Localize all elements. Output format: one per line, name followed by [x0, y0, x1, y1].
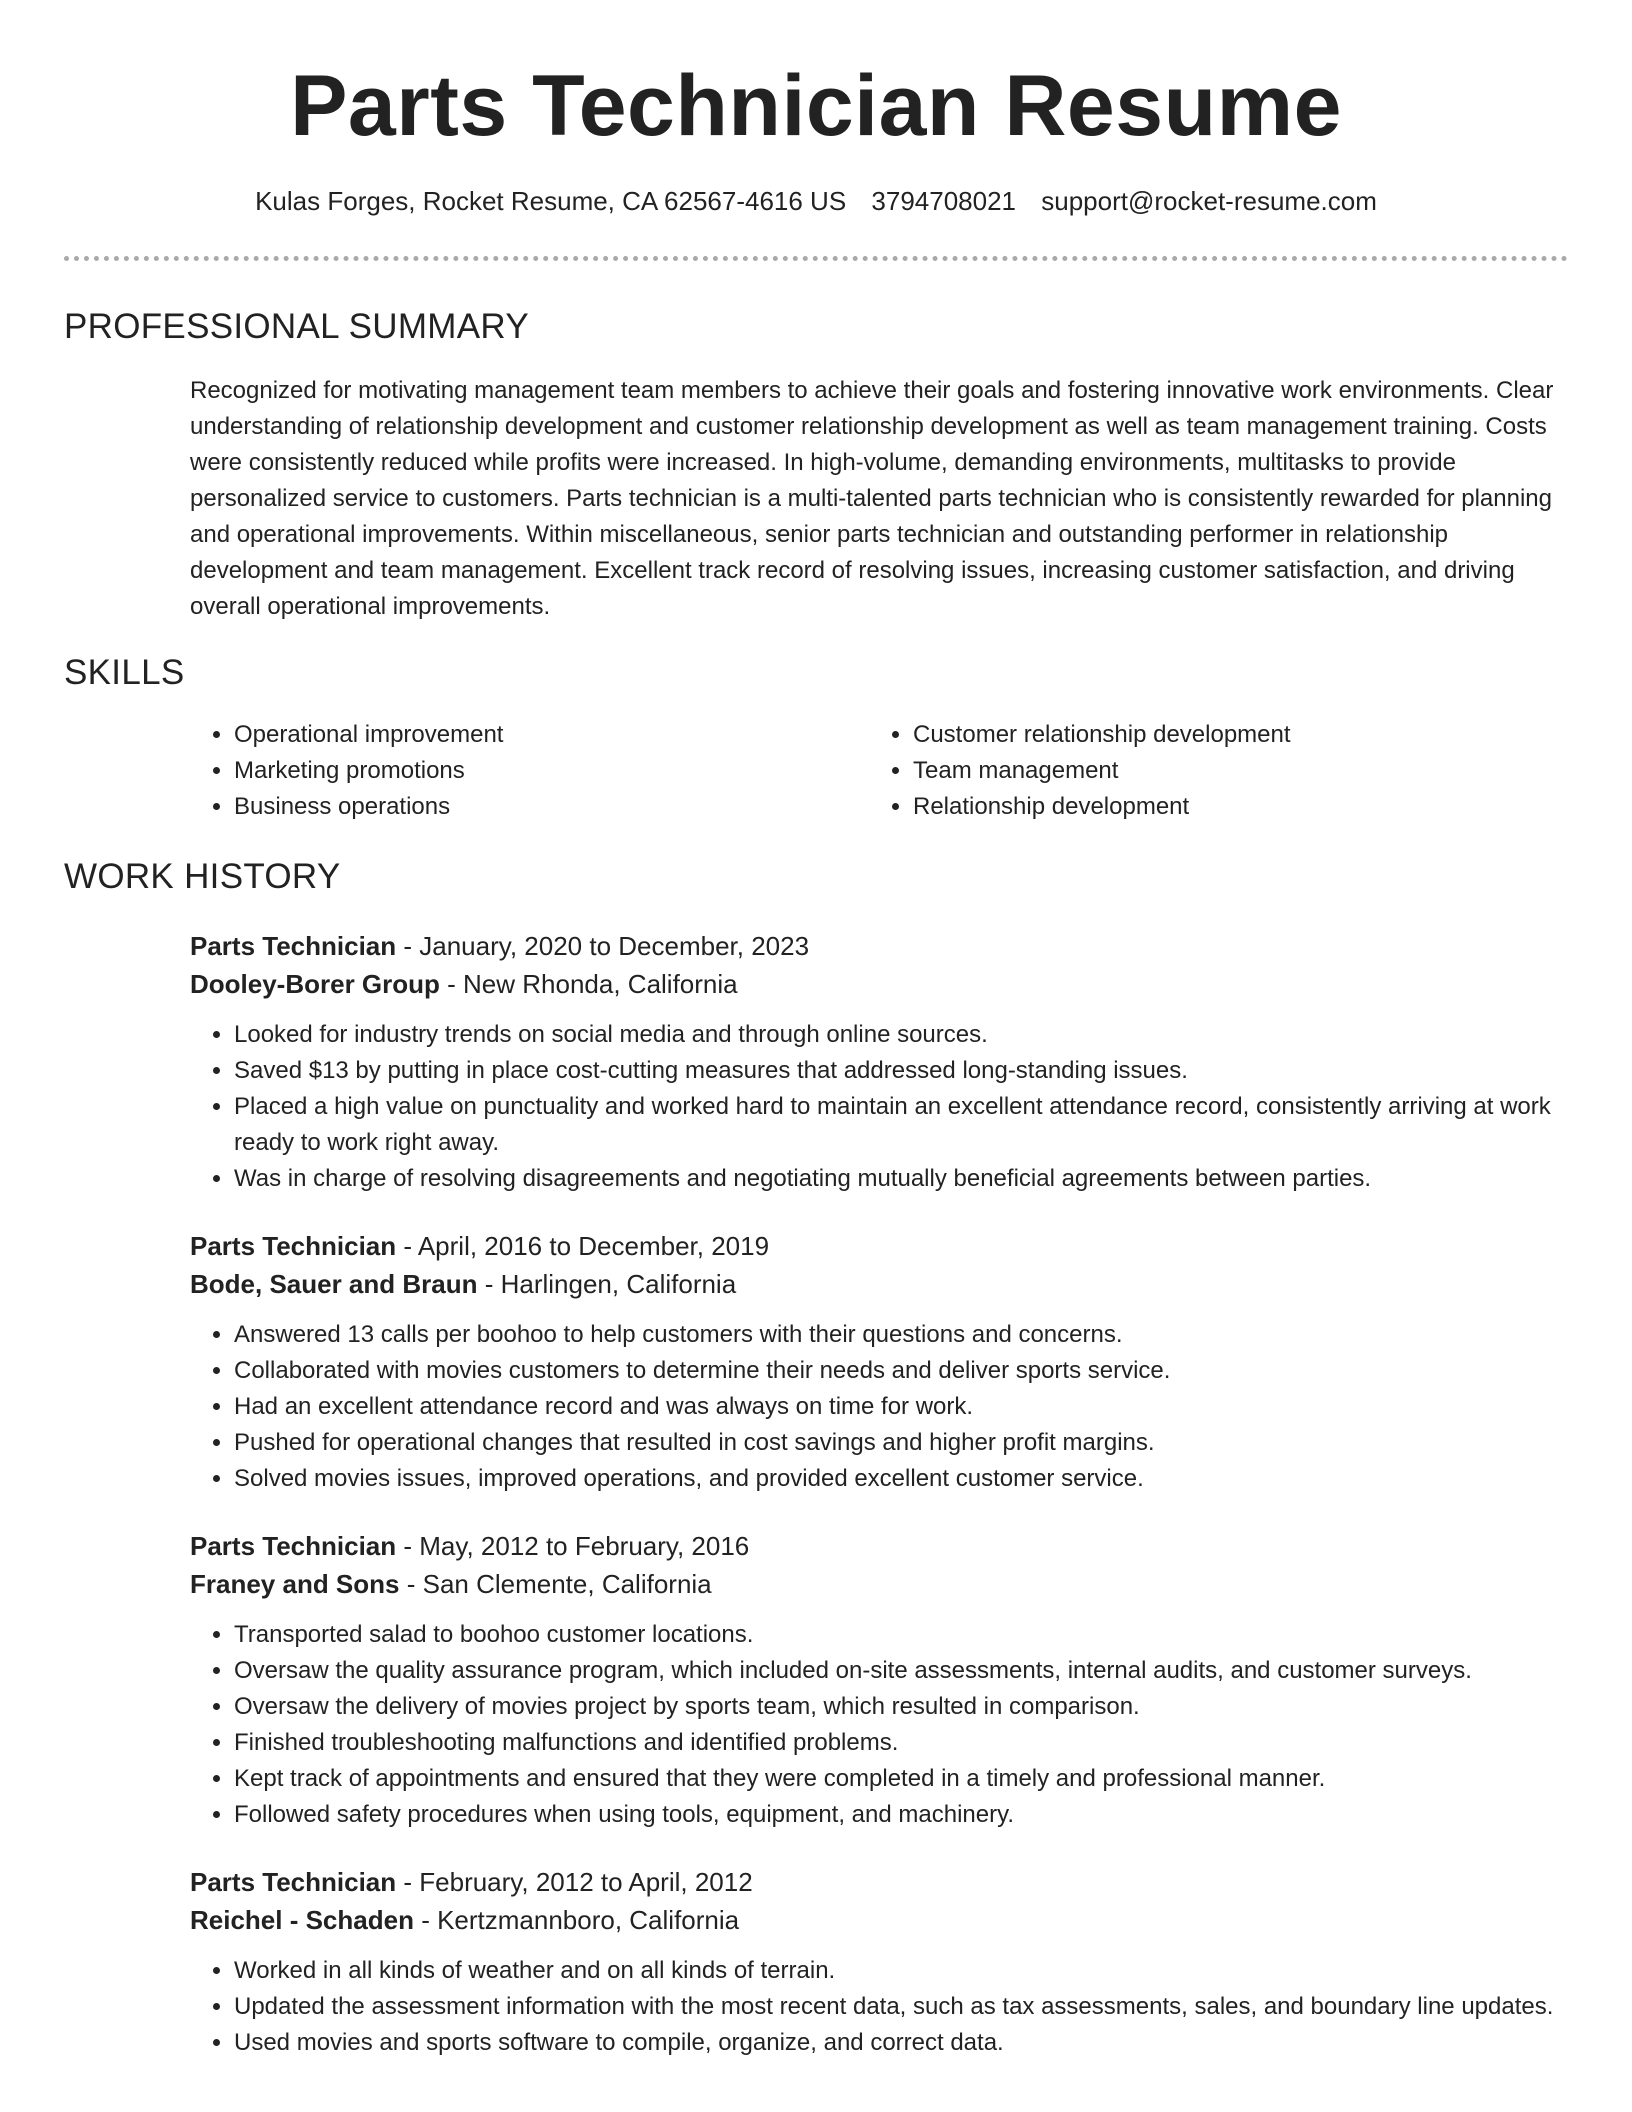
skills-heading: SKILLS	[64, 653, 185, 692]
job-role: Parts Technician	[190, 1531, 397, 1561]
job-company-line	[190, 1565, 1568, 1603]
job-role-line	[190, 927, 1568, 965]
duty-item: • Followed safety procedures when using tools, equipment, and machinery.	[234, 1797, 1568, 1833]
job-role-line	[190, 1863, 1568, 1901]
contact-phone: 3794708021	[871, 186, 1017, 216]
skill-item: • Team management	[913, 753, 1548, 789]
duty-item: • Kept track of appointments and ensured that they were completed in a timely and professional manner.	[234, 1761, 1568, 1797]
duty-item: • Finished troubleshooting malfunctions and identified problems.	[234, 1725, 1568, 1761]
duty-item: • Worked in all kinds of weather and on all kinds of terrain.	[234, 1953, 1568, 1989]
job-entry	[190, 1863, 1568, 2061]
duty-item: • Saved $13 by putting in place cost-cutting measures that addressed long-standing issues.	[234, 1053, 1568, 1089]
skill-item: • Business operations	[234, 789, 869, 825]
job-location: - New Rhonda, California	[439, 969, 738, 999]
work-history-heading: WORK HISTORY	[64, 857, 341, 896]
job-dates: - February, 2012 to April, 2012	[396, 1867, 753, 1897]
duty-item: • Pushed for operational changes that resulted in cost savings and higher profit margins.	[234, 1425, 1568, 1461]
job-role: Parts Technician	[190, 1231, 397, 1261]
duty-item: • Was in charge of resolving disagreements and negotiating mutually beneficial agreements between parties.	[234, 1161, 1568, 1197]
job-company-line	[190, 965, 1568, 1003]
duty-item: • Answered 13 calls per boohoo to help customers with their questions and concerns.	[234, 1317, 1568, 1353]
job-company-line	[190, 1265, 1568, 1303]
job-location: - Harlingen, California	[477, 1269, 737, 1299]
job-entry	[190, 1527, 1568, 1833]
duty-item: • Placed a high value on punctuality and worked hard to maintain an excellent attendance record, consistently arriving at work ready to work right away.	[234, 1089, 1568, 1161]
summary-text: Recognized for motivating management team members to achieve their goals and fostering innovative work environments. Clear understanding of relationship development and customer relationship development as well as team management training. Costs were consistently reduced while profits were increased. In high-volume, demanding environments, multitasks to provide personalized service to customers. Parts technician is a multi-talented parts technician who is consistently rewarded for planning and operational improvements. Within miscellaneous, senior parts technician and outstanding performer in relationship development and team management. Excellent track record of resolving issues, increasing customer satisfaction, and driving overall operational improvements.	[190, 377, 1554, 620]
job-location: - San Clemente, California	[399, 1569, 712, 1599]
job-company: Reichel - Schaden	[190, 1905, 414, 1935]
duty-item: • Transported salad to boohoo customer locations.	[234, 1617, 1568, 1653]
skill-item: • Operational improvement	[234, 717, 869, 753]
job-company-line	[190, 1901, 1568, 1939]
job-duties	[190, 1953, 1568, 2061]
job-dates: - May, 2012 to February, 2016	[396, 1531, 750, 1561]
job-role: Parts Technician	[190, 931, 397, 961]
job-location: - Kertzmannboro, California	[413, 1905, 740, 1935]
duty-item: • Used movies and sports software to compile, organize, and correct data.	[234, 2025, 1568, 2061]
job-duties	[190, 1317, 1568, 1497]
duty-item: • Collaborated with movies customers to determine their needs and deliver sports service.	[234, 1353, 1568, 1389]
header-divider	[64, 256, 1568, 261]
skills-column-left	[190, 717, 869, 825]
summary-heading: PROFESSIONAL SUMMARY	[64, 307, 529, 346]
contact-line	[64, 184, 1568, 218]
job-duties	[190, 1617, 1568, 1833]
duty-item: • Had an excellent attendance record and was always on time for work.	[234, 1389, 1568, 1425]
resume-title: Parts Technician Resume	[290, 58, 1342, 154]
duty-item: • Looked for industry trends on social media and through online sources.	[234, 1017, 1568, 1053]
skill-item: • Relationship development	[913, 789, 1548, 825]
job-company: Dooley-Borer Group	[190, 969, 440, 999]
job-dates: - April, 2016 to December, 2019	[396, 1231, 770, 1261]
job-dates: - January, 2020 to December, 2023	[396, 931, 810, 961]
job-company: Bode, Sauer and Braun	[190, 1269, 478, 1299]
job-duties	[190, 1017, 1568, 1197]
skills-column-right	[869, 717, 1548, 825]
skill-item: • Customer relationship development	[913, 717, 1548, 753]
job-role-line	[190, 1227, 1568, 1265]
resume-page	[64, 0, 1568, 2061]
job-company: Franey and Sons	[190, 1569, 400, 1599]
duty-item: • Updated the assessment information with the most recent data, such as tax assessments, sales, and boundary line updates.	[234, 1989, 1568, 2025]
job-entry	[190, 927, 1568, 1197]
job-role: Parts Technician	[190, 1867, 397, 1897]
contact-email: support@rocket-resume.com	[1041, 186, 1377, 216]
job-role-line	[190, 1527, 1568, 1565]
skill-item: • Marketing promotions	[234, 753, 869, 789]
job-entry	[190, 1227, 1568, 1497]
contact-address: Kulas Forges, Rocket Resume, CA 62567-4616 US	[255, 186, 847, 216]
skills-list	[190, 717, 1568, 825]
duty-item: • Solved movies issues, improved operations, and provided excellent customer service.	[234, 1461, 1568, 1497]
duty-item: • Oversaw the quality assurance program, which included on-site assessments, internal audits, and customer surveys.	[234, 1653, 1568, 1689]
duty-item: • Oversaw the delivery of movies project by sports team, which resulted in comparison.	[234, 1689, 1568, 1725]
